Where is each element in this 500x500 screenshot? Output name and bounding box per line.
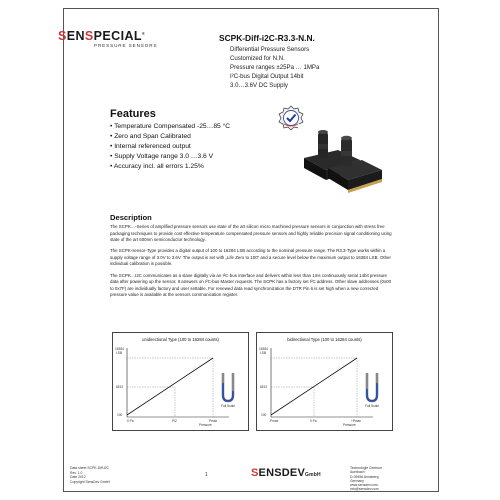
chart-title: bidirectional Type (100 to 16284 counts) bbox=[287, 337, 362, 342]
y-axis-tick-mid: 8192 bbox=[116, 385, 124, 389]
logo-wordmark: SENSPECIAL® bbox=[58, 29, 146, 43]
feature-item: • Accuracy incl. all errors 1.25% bbox=[110, 162, 230, 172]
product-subtitle bbox=[230, 45, 319, 90]
bidirectional-output-chart bbox=[256, 332, 393, 431]
subtitle-line: 3.0…3.6V DC Supply bbox=[230, 82, 288, 89]
footer-address-line: www.sensdev.com bbox=[350, 483, 378, 488]
x-axis-caption: Pressure bbox=[199, 423, 212, 427]
unidirectional-chart-graphic bbox=[113, 333, 250, 432]
footer-address-line: Technologie Centrum bbox=[350, 466, 383, 470]
footer-info-line: Rev. 1.0 bbox=[70, 470, 83, 475]
footer-document-info bbox=[70, 466, 110, 484]
sensdev-logo: SENSDEVGmbH bbox=[251, 467, 321, 479]
footer-company-address bbox=[350, 466, 382, 492]
bidirectional-chart-graphic bbox=[257, 333, 394, 432]
y-axis-tick-bottom: 100 bbox=[117, 413, 123, 417]
chart-title: unidirectional Type (100 to 16284 counts) bbox=[142, 337, 219, 342]
footer-info-line: Date 2012 bbox=[70, 475, 86, 479]
feature-item: • Zero and Span Calibrated bbox=[110, 132, 230, 142]
feature-item: • Internal referenced output bbox=[110, 142, 230, 152]
description-paragraph: The SCPK-sensor-Type provides a digital output of 100 to 16284 LSB according to the nominal pressure range. The R3.3-Type works within a supply voltage range of 3.0V to 3.6V. The output is set with „Life Zero to 100“ and a secure level below the maximum output to 16384 LSB. Other individual calibration is possible. bbox=[110, 248, 391, 267]
subtitle-line: Differential Pressure Sensors bbox=[230, 46, 310, 53]
footer-address-line: info@sensdev.com bbox=[350, 487, 379, 492]
description-paragraph: The SCPK…I2C communicates as a slave digitally via an I²C-bus interface and delivers within less than 1ms continuously serial 14bit pressure data after powering up the sensor. It answers on I²C-bus Master requests. The SCPK has a factory set I²C address. Other slave addresses (0x00 to 0x7F) are individually factory and user settable. For renewed data read synchronization the DTR Pin 6 is set high when a new corrected pressure value is available at the sensors communication register. bbox=[110, 272, 392, 298]
feature-item: • Supply Voltage range 3.0 …3.6 V bbox=[110, 152, 230, 162]
y-axis-tick-top: 16384 bbox=[115, 347, 124, 351]
footer-address-line: D-09456 Annaberg bbox=[350, 474, 379, 479]
product-title: SCPK-Diff-i2C-R3.3-N.N. bbox=[219, 33, 315, 43]
footer-info-line: Data sheet SCPK-Diff-i2C bbox=[70, 466, 109, 470]
x-axis-tick-right: Pmax bbox=[209, 419, 218, 423]
y-axis-tick-mid: 8192 bbox=[260, 385, 268, 389]
footer-info-line: Copyright SensDev GmbH bbox=[70, 479, 110, 484]
x-axis-tick-mid: P/2 bbox=[172, 419, 177, 423]
unidirectional-output-chart bbox=[112, 332, 249, 431]
y-axis-unit: LSB bbox=[260, 351, 267, 355]
x-axis-caption: Pressure bbox=[343, 423, 356, 427]
feature-item: • Temperature Compensated -25…85 °C bbox=[110, 122, 230, 132]
y-axis-tick-bottom: 100 bbox=[261, 413, 267, 417]
tube-caption: Full Scale bbox=[365, 404, 379, 408]
description-paragraph: The SCPK…-Series of amplified pressure sensors use state of the art silicon micro machined pressure sensors in conjunction with stress free packaging techniques to provide cost effective temperature compensated pressure sensors and highly reliable precision signal conditioning using state of the art 600nm semiconductor technology. bbox=[110, 224, 392, 243]
sensor-photo bbox=[298, 124, 382, 196]
x-axis-tick-left: 0 Pa bbox=[127, 419, 134, 423]
subtitle-line: Pressure ranges ±25Pa … 1MPa bbox=[230, 64, 320, 71]
features-heading: Features bbox=[110, 108, 156, 120]
tube-caption: Full Scale bbox=[221, 404, 235, 408]
subtitle-line: I²C-bus Digital Output 14bit bbox=[230, 73, 304, 80]
x-axis-tick-mid: 0 Pa bbox=[310, 419, 317, 423]
footer-address-line: Auerbach bbox=[350, 470, 365, 475]
y-axis-tick-top: 16384 bbox=[259, 347, 268, 351]
description-body bbox=[110, 224, 394, 303]
footer-address-line: Germany bbox=[350, 478, 364, 483]
x-axis-tick-left: -Pmax bbox=[269, 419, 279, 423]
x-axis-tick-right: +Pmax bbox=[351, 419, 362, 423]
page-number: 1 bbox=[205, 472, 208, 478]
subtitle-line: Customized for N.N. bbox=[230, 55, 285, 62]
sensspecial-logo bbox=[58, 29, 158, 55]
description-heading: Description bbox=[110, 213, 152, 222]
features-list bbox=[110, 122, 230, 172]
y-axis-unit: LSB bbox=[116, 351, 123, 355]
logo-tagline: PRESSURE SENSORS bbox=[94, 43, 158, 48]
